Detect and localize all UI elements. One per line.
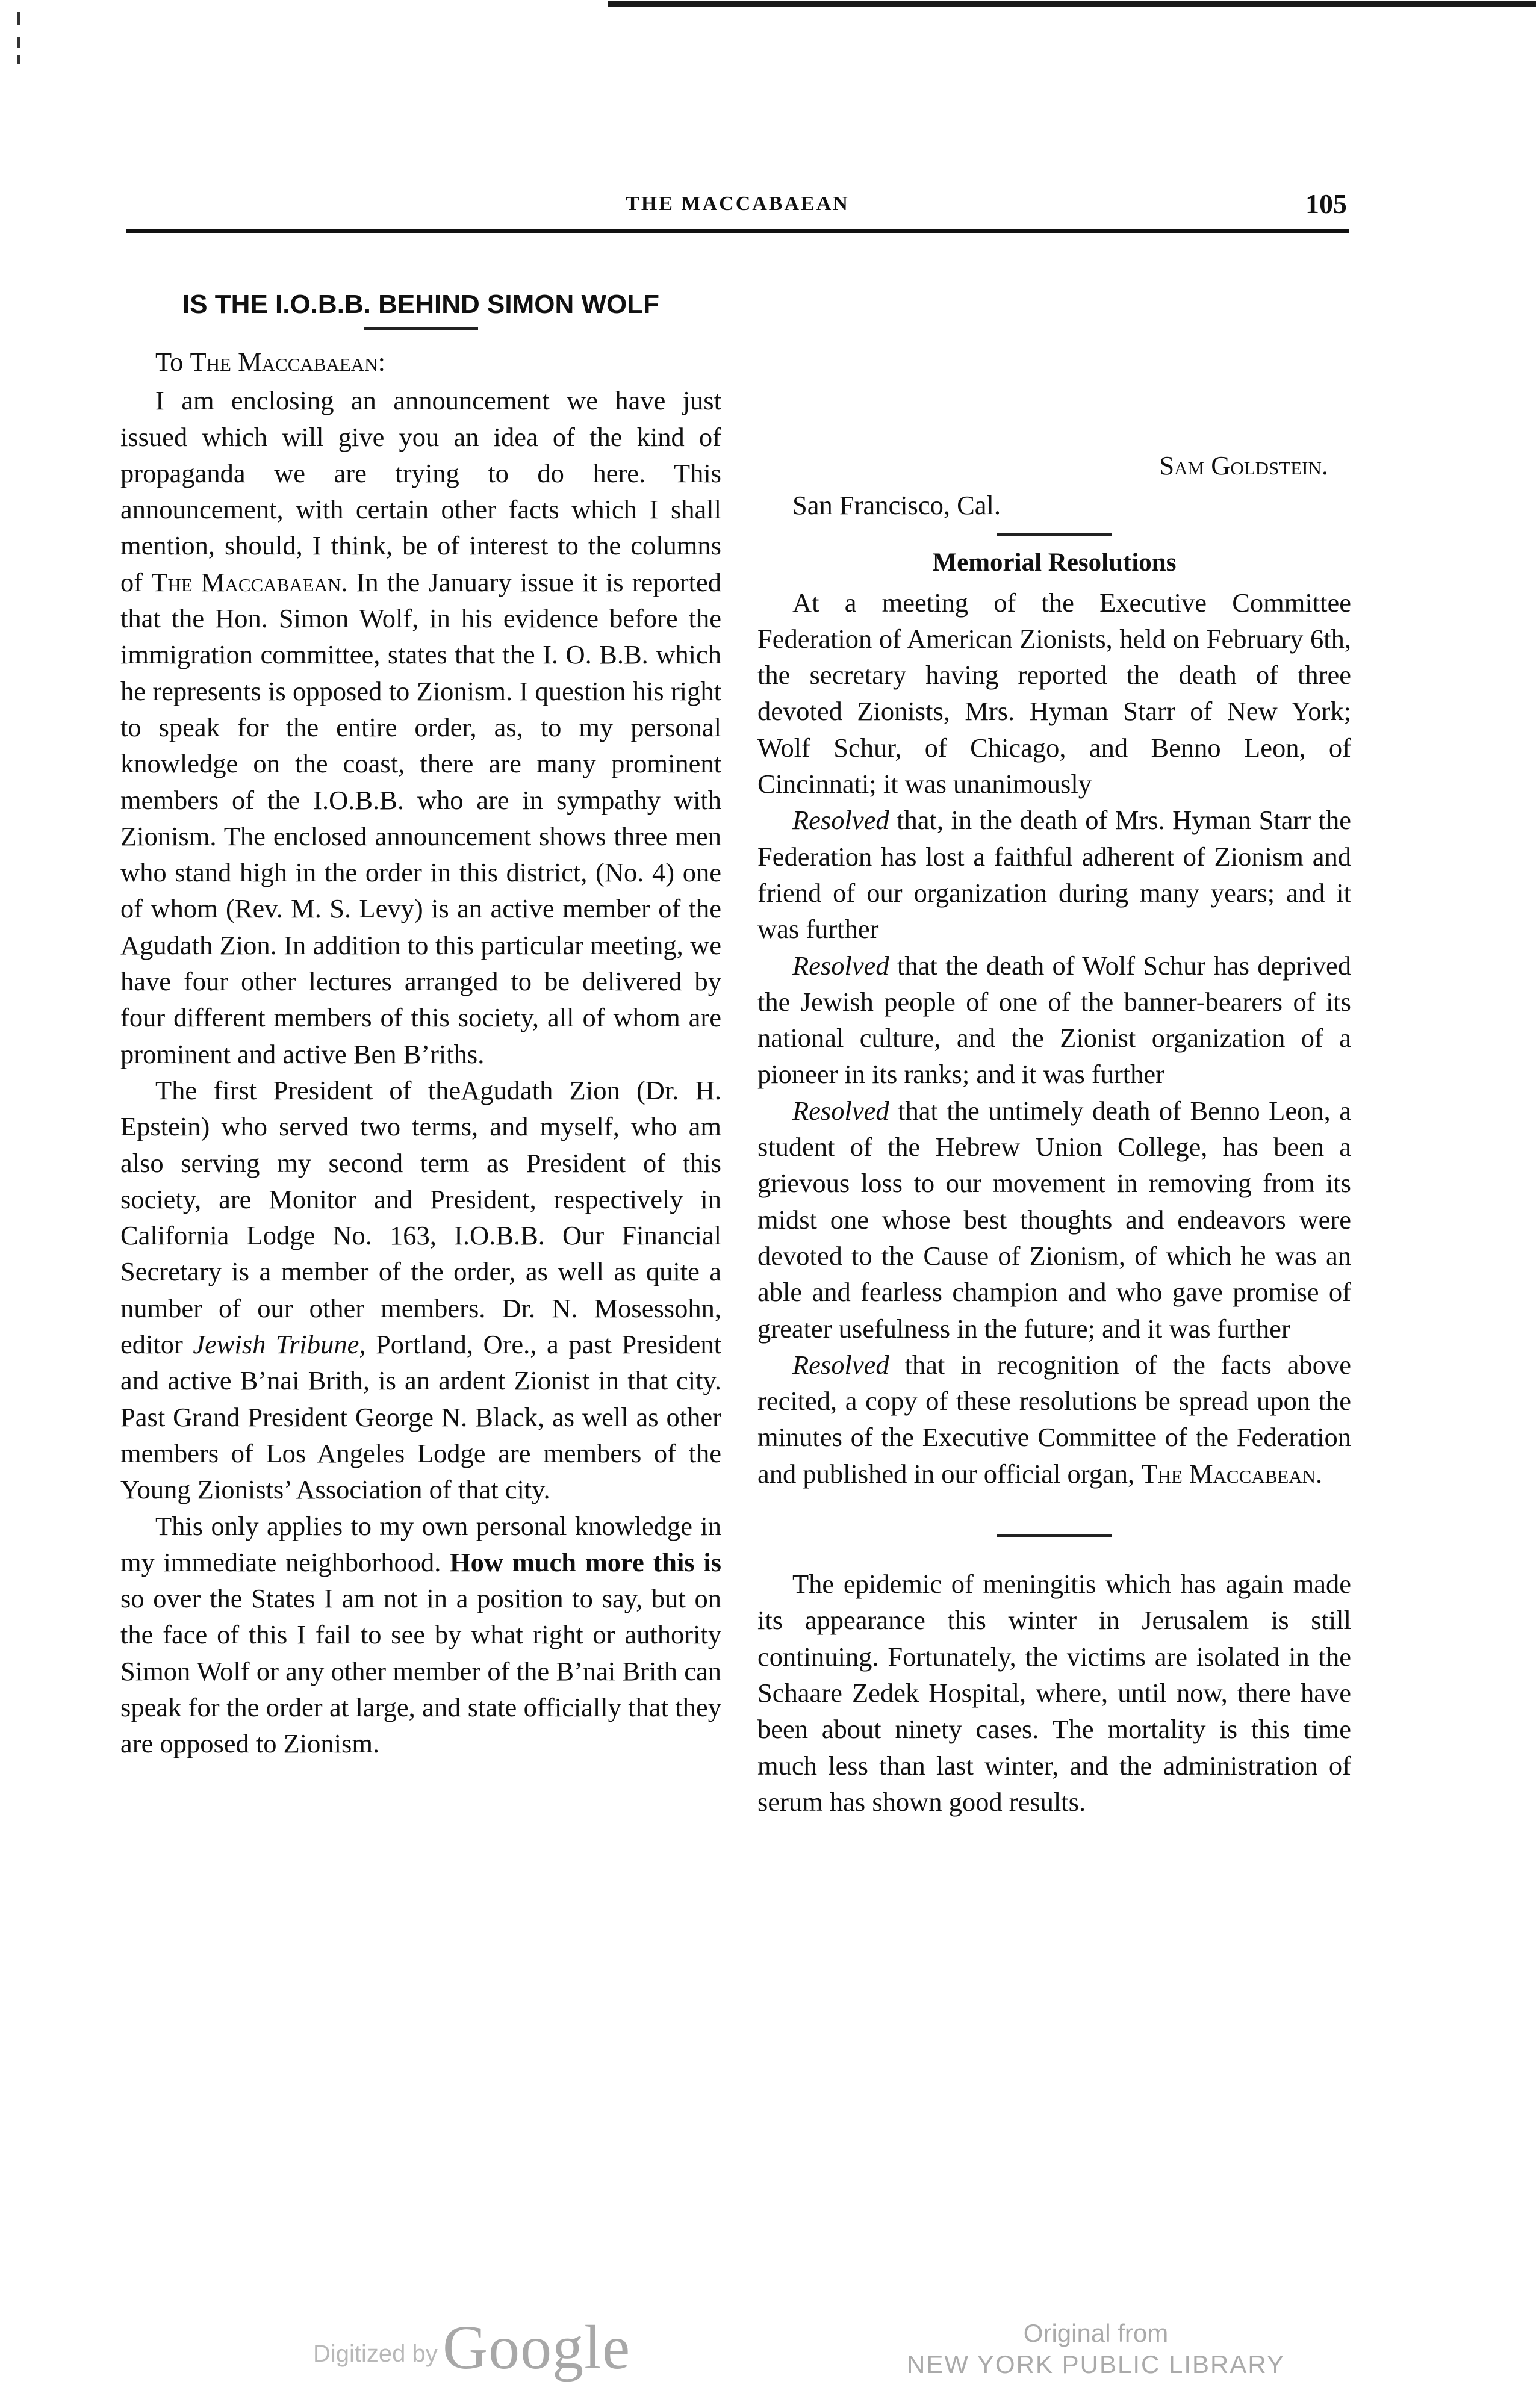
memorial-paragraph-1: At a meeting of the Executive Committee Federation of American Zionists, held on February 6th, the secretary having reported the death of three devoted Zionists, Mrs. Hyman Starr of New York; Wolf Schur, of Chicago, and Benno Leon, of Cincinnati; it was unanimously <box>757 587 1351 799</box>
p1-magazine-name: The Maccabaean <box>151 566 341 597</box>
memorial-p5-text-a: that in recognition of the facts above recited, a copy of these resolutions be spread upon the minutes of the Executive Committee of the Federation and published in our official organ, <box>757 1349 1351 1489</box>
memorial-paragraph-3 <box>757 948 1351 1093</box>
resolved-2: Resolved <box>792 950 889 981</box>
resolved-3: Resolved <box>792 1095 889 1126</box>
salutation-name: The Maccabaean <box>190 347 378 377</box>
letter-paragraph-1 <box>120 382 721 1072</box>
p3-text-a: This only applies to my own personal knowledge in my immediate neighborhood. <box>120 1510 721 1577</box>
memorial-p3-text: that the death of Wolf Schur has deprived the Jewish people of one of the banner-bearers of its national culture, and the Zionist organization of a pioneer in its ranks; and it was further <box>757 950 1351 1090</box>
headline-rule <box>364 327 478 330</box>
scan-top-edge <box>608 1 1536 7</box>
resolved-1: Resolved <box>792 805 889 836</box>
memorial-paragraph-5 <box>757 1347 1351 1492</box>
salutation <box>120 344 721 380</box>
memorial-paragraph-2 <box>757 802 1351 947</box>
signature: Sam Goldstein. <box>1159 450 1328 480</box>
p2-text-a: The first President of theAgudath Zion (Dr. H. Epstein) who served two terms, and myself, who am also serving my second term as President of this society, are Monitor and President, respectively in California Lodge No. 163, I.O.B.B. Our Financial Secretary is a member of the order, as well as quite a number of our other members. Dr. N. Mosessohn, editor <box>120 1075 721 1360</box>
scan-margin-marks <box>17 0 29 72</box>
resolved-4: Resolved <box>792 1349 889 1380</box>
p2-text-c: , Portland, Ore., a past President and active B’nai Brith, is an ardent Zionist in that city. Past Grand President George N. Black, as well as other members of Los Angeles Lodge are members of the Young Zionists’ Association of that city. <box>120 1329 721 1505</box>
header-rule <box>126 229 1349 233</box>
google-logo: Google <box>443 2313 631 2382</box>
p2-newspaper-name: Jewish Tribune <box>193 1329 359 1360</box>
meningitis-paragraph: The epidemic of meningitis which has again made its appearance this winter in Jerusalem is still continuing. Fortunately, the victims are isolated in the Schaare Zedek Hospital, where, until now, there have been about ninety cases. The mortality is this time much less than last winter, and the administration of serum has shown good results. <box>757 1569 1351 1817</box>
memorial-p4-text: that the untimely death of Benno Leon, a student of the Hebrew Union College, has been a grievous loss to our movement in removing from its midst one whose best thoughts and endeavors were devoted to the Cause of Zionism, of which he was an able and fearless champion and who gave promise of greater usefulness in the future; and it was further <box>757 1095 1351 1344</box>
salutation-suffix: : <box>378 347 385 377</box>
article-headline: IS THE I.O.B.B. BEHIND SIMON WOLF <box>182 290 659 319</box>
library-source-watermark <box>885 2319 1307 2379</box>
page-number: 105 <box>1305 188 1347 219</box>
letter-paragraph-2 <box>120 1072 721 1508</box>
library-name: NEW YORK PUBLIC LIBRARY <box>907 2350 1285 2379</box>
running-title: THE MACCABAEAN <box>626 193 850 215</box>
p1-text-c: . In the January issue it is reported that the Hon. Simon Wolf, in his evidence before the immigration committee, states that the I. O. B.B. which he represents is opposed to Zionism. I question his right to speak for the entire order, as, to my personal knowledge on the coast, there are many prominent members of the I.O.B.B. who are in sympathy with Zionism. The enclosed announcement shows three men who stand high in the order in this district, (No. 4) one of whom (Rev. M. S. Levy) is an active member of the Agudath Zion. In addition to this particular meeting, we have four other lectures arranged to be delivered by four different members of this society, all of whom are prominent and active Ben B’riths. <box>120 566 721 1069</box>
section-rule-2 <box>997 1534 1112 1537</box>
place-line: San Francisco, Cal. <box>792 490 1001 521</box>
memorial-p2-text: that, in the death of Mrs. Hyman Starr the Federation has lost a faithful adherent of Zionism and friend of our organization during many years; and it was further <box>757 805 1351 945</box>
right-column-content <box>757 447 1351 1820</box>
salutation-prefix: To <box>155 347 190 377</box>
memorial-p5-magazine: The Maccabean <box>1141 1458 1316 1489</box>
memorial-headline: Memorial Resolutions <box>932 548 1177 577</box>
original-from-text: Original from <box>1023 2319 1169 2347</box>
section-rule-1 <box>997 533 1112 536</box>
p3-text-c: so over the States I am not in a position to say, but on the face of this I fail to see by what right or authority Simon Wolf or any other member of the B’nai Brith can speak for the order at large, and state officially that they are opposed to Zionism. <box>120 1583 721 1759</box>
page-header <box>123 188 1352 224</box>
left-column <box>120 287 721 1762</box>
digitized-by-text: Digitized by <box>313 2341 438 2367</box>
letter-paragraph-3 <box>120 1508 721 1762</box>
memorial-paragraph-4 <box>757 1093 1351 1347</box>
memorial-p5-text-c: . <box>1316 1458 1323 1489</box>
p3-bold-text: How much more this is <box>450 1547 722 1577</box>
p1-text-a: I am enclosing an announcement we have just issued which will give you an idea of the kind of propaganda we are trying to do here. This announcement, with certain other facts which I shall mention, should, I think, be of interest to the columns of <box>120 385 721 597</box>
